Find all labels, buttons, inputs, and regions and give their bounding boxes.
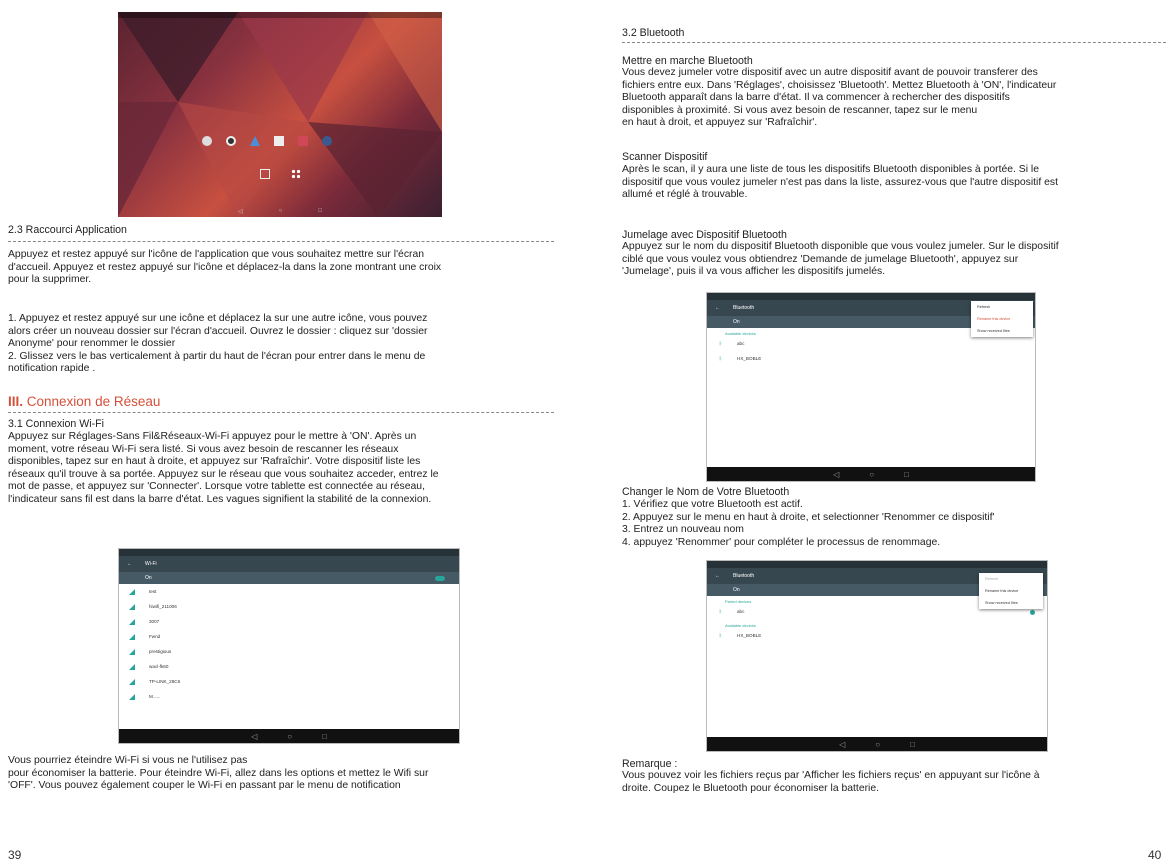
wifi-signal-icon [129, 634, 135, 640]
wifi-screenshot [118, 548, 460, 744]
paired-devices-label: Paired devices [725, 599, 752, 604]
camera-icon[interactable] [226, 136, 236, 146]
home-icon[interactable]: ○ [869, 469, 875, 479]
home-icon[interactable]: ○ [278, 208, 283, 214]
back-icon[interactable]: ◁ [839, 739, 846, 749]
files-icon[interactable] [274, 136, 284, 146]
chapter-divider [8, 412, 554, 413]
bluetooth-device-icon: ᛒ [719, 356, 723, 362]
wifi-outro-para: Vous pourriez éteindre Wi-Fi si vous ne l'utilisez pas pour économiser la batterie. Pour éteindre Wi-Fi, allez dans les options et mettez le Wifi sur 'OFF'. Vous pouvez également couper le Wi-Fi en passant par le menu de notification [8, 755, 429, 792]
recent-apps-icon[interactable]: □ [322, 731, 327, 741]
bt-sub2-para: Après le scan, il y aura une liste de tous les dispositifs Bluetooth disponibles à portée. Si le dispositif que vous voulez jumeler n'est pas dans la liste, assurez-vous que l'autre dispositif est allumé et réglé à trouvable. [622, 164, 1058, 201]
overflow-menu [979, 573, 1043, 609]
gallery-icon[interactable] [298, 136, 308, 146]
device-settings-icon[interactable] [1030, 610, 1035, 615]
list-item[interactable]: ᛒ HX_BOBLE [719, 633, 762, 639]
bt-sub1-para: Vous devez jumeler votre dispositif avec un autre dispositif avant de pouvoir transferer des fichiers entre eux. Dans 'Réglages', choisissez 'Bluetooth'. Mettez Bluetooth à 'ON', l'indicateur Bluetooth apparaît dans la barre d'état. Il va commencer à rechercher des dispositifs disponibles à proximité. Si vous avez besoin de rescanner, tapez sur le menu en haut à droit, et appuyez sur 'Rafraîchir'. [622, 67, 1057, 129]
page-number-right: 40 [1148, 848, 1162, 862]
list-item[interactable]: ᛒ abc [707, 605, 1047, 619]
section-3-1-para: Appuyez sur Réglages-Sans Fil&Réseaux-Wi-Fi appuyez pour le mettre à 'ON'. Après un moment, votre réseau Wi-Fi sera listé. Si vous avez besoin de rescanner les réseaux disponibles, tapez sur en haut à droite, et appuyez sur 'Rafraîchir'. Votre dispositif liste les réseaux qu'il trouve à sa portée. Appuyez sur le réseau que vous souhaitez acceder, entrez le mot de passe, et appuyez sur 'Connecter'. Lorsque votre tablette est connectée au réseau, l'indicateur sans fil est dans la barre d'état. Les vagues signifient la stabilité de la connexion. [8, 431, 439, 505]
list-item[interactable]: 3007 [119, 615, 459, 629]
list-item[interactable]: prestigious [119, 645, 459, 659]
available-devices-label: Available devices [725, 331, 756, 336]
back-arrow-icon[interactable]: ← [715, 305, 720, 311]
bluetooth-title: Bluetooth [733, 305, 755, 311]
back-arrow-icon[interactable]: ← [127, 561, 132, 567]
bt-sub4-title: Changer le Nom de Votre Bluetooth [622, 486, 790, 498]
bt-sub1-title: Mettre en marche Bluetooth [622, 55, 753, 67]
wifi-signal-icon [129, 649, 135, 655]
home-screen-screenshot [118, 12, 442, 217]
back-arrow-icon[interactable]: ← [715, 573, 720, 579]
remark-para: Vous pouvez voir les fichiers reçus par 'Afficher les fichiers reçus' en appuyant sur l'icône à droite. Coupez le Bluetooth pour économiser la batterie. [622, 770, 1040, 794]
bt-sub3-title: Jumelage avec Dispositif Bluetooth [622, 229, 787, 241]
back-icon[interactable]: ◁ [238, 208, 243, 215]
list-item[interactable]: test [119, 585, 459, 599]
menu-item-refresh[interactable]: Refresh [985, 577, 999, 581]
apps-grid-icon[interactable] [291, 169, 301, 179]
home-icon[interactable]: ○ [875, 739, 881, 749]
recent-apps-icon[interactable]: □ [318, 208, 322, 214]
nav-bar [707, 467, 1035, 481]
bluetooth-screenshot-1 [706, 292, 1036, 482]
bluetooth-on-label: On [733, 587, 740, 593]
section-divider [622, 42, 1166, 43]
list-item[interactable]: ᛒ HX_BOBLE [719, 356, 762, 362]
back-icon[interactable]: ◁ [833, 469, 840, 479]
menu-item-rename[interactable]: Rename this device [977, 317, 1011, 321]
remark-title: Remarque : [622, 758, 678, 770]
available-devices-label: Available devices [725, 623, 756, 628]
wifi-signal-icon [129, 694, 135, 700]
status-bar [118, 12, 442, 18]
wifi-signal-icon [129, 604, 135, 610]
bluetooth-device-icon: ᛒ [719, 633, 723, 639]
chapter-title: Connexion de Réseau [23, 394, 161, 409]
status-bar [707, 293, 1035, 300]
bluetooth-screenshot-2 [706, 560, 1048, 752]
bluetooth-device-icon: ᛒ [719, 341, 723, 347]
section-2-3-para2: 1. Appuyez et restez appuyé sur une icône et déplacez la sur une autre icône, vous pouvez alors créer un nouveau dossier sur l'écran d'accueil. Ouvrez le dossier : cliquez sur 'dossier Anonyme' pour renommer le dossier 2. Glissez vers le bas verticalement à partir du haut de l'écran pour entrer dans le menu de notification rapide . [8, 313, 428, 375]
section-2-3-para1: Appuyez et restez appuyé sur l'icône de l'application que vous souhaitez mettre sur l'écran d'accueil. Appuyez et restez appuyé sur l'icône et déplacez-la dans la zone montrant une croix pour la supprimer. [8, 249, 442, 286]
bluetooth-title: Bluetooth [733, 573, 755, 579]
list-item[interactable]: hiwifi_211006 [119, 600, 459, 614]
web-icon[interactable] [202, 136, 212, 146]
list-item[interactable]: Fwnd [119, 630, 459, 644]
section-2-3-title: 2.3 Raccourci Application [8, 224, 127, 236]
chapter-roman: III. [8, 394, 24, 409]
bt-sub4-para: 1. Vérifiez que votre Bluetooth est actif. 2. Appuyez sur le menu en haut à droite, et selectionner 'Renommer ce dispositif' 3. Entrez un nouveau nom 4. appuyez 'Renommer' pour compléter le processus de renommage. [622, 499, 995, 548]
wallpaper-polygons [118, 12, 442, 217]
recent-apps-icon[interactable]: □ [910, 739, 915, 749]
wifi-signal-icon [129, 664, 135, 670]
nav-bar [118, 205, 442, 217]
list-item[interactable]: M...... [119, 690, 459, 704]
wifi-toggle[interactable] [435, 576, 445, 581]
wifi-signal-icon [129, 619, 135, 625]
chapter-3-heading [8, 394, 160, 409]
home-icon[interactable]: ○ [287, 731, 293, 741]
list-item[interactable]: wacl-fk60 [119, 660, 459, 674]
menu-item-received-files[interactable]: Show received files [977, 329, 1010, 333]
page-number-left: 39 [8, 848, 22, 862]
list-item[interactable]: ᛒ abc [719, 341, 745, 347]
section-3-2-title: 3.2 Bluetooth [622, 27, 685, 39]
overflow-menu [971, 301, 1033, 337]
wifi-on-label: On [145, 575, 152, 581]
folder-icon[interactable] [260, 169, 270, 179]
maps-icon[interactable] [250, 136, 260, 146]
bt-sub2-title: Scanner Dispositif [622, 151, 708, 163]
bluetooth-device-icon: ᛒ [719, 609, 723, 615]
status-bar [707, 561, 1047, 568]
wifi-app-bar [119, 556, 459, 572]
nav-bar [707, 737, 1047, 751]
bt-sub3-para: Appuyez sur le nom du dispositif Bluetooth disponible que vous voulez jumeler. Sur le dispositif ciblé que vous voulez vous obtiendrez 'Demande de jumelage Bluetooth', appuyez sur 'Jumelage', puis il va vous afficher les dispositifs jumelés. [622, 241, 1059, 278]
wifi-signal-icon [129, 679, 135, 685]
section-divider [8, 241, 554, 242]
wifi-signal-icon [129, 589, 135, 595]
dock-row [202, 136, 332, 146]
menu-item-rename[interactable]: Rename this device [985, 589, 1019, 593]
back-icon[interactable]: ◁ [251, 731, 258, 741]
recent-apps-icon[interactable]: □ [904, 469, 909, 479]
settings-icon[interactable] [322, 136, 332, 146]
wifi-title: Wi-Fi [145, 561, 157, 567]
section-3-1-title: 3.1 Connexion Wi-Fi [8, 418, 104, 430]
status-bar [119, 549, 459, 556]
menu-item-received-files[interactable]: Show received files [985, 601, 1018, 605]
menu-item-refresh[interactable]: Refresh [977, 305, 991, 309]
wifi-on-bar[interactable] [119, 572, 459, 584]
bluetooth-on-label: On [733, 319, 740, 325]
list-item[interactable]: TP-LINK_28C6 [119, 675, 459, 689]
nav-bar [119, 729, 459, 743]
